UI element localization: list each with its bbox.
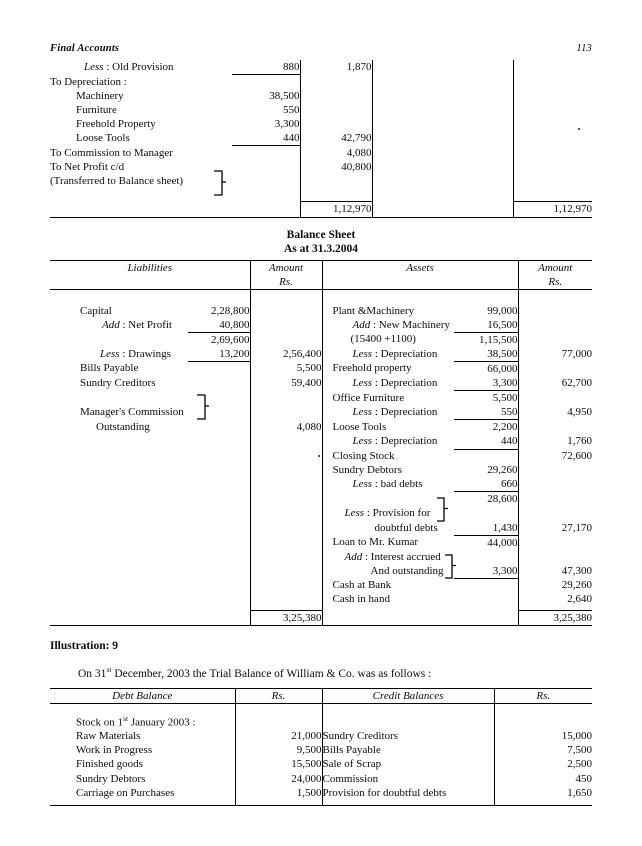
pl-label-8: (Transferred to Balance sheet) [50,174,184,187]
less-keyword: Less [84,61,104,73]
asset-label-1: : New Machinery [370,318,450,331]
tb-debit-amount-4: 24,000 [235,772,322,786]
doubtful-debts-brace-icon [436,497,449,522]
bs-total-right: 3,25,380 [518,611,592,626]
asset-inner-2: 1,15,500 [479,333,518,346]
table-row [50,592,592,606]
pl-total-left: 1,12,970 [300,202,372,217]
asset-outer-10: 72,600 [518,449,592,463]
table-row [50,564,592,579]
table-row [50,391,592,406]
pl-col3-1 [300,75,372,89]
liab-label-5: Sundry Creditors [80,377,156,390]
tb-debit-amount-0 [235,712,322,730]
header-debit: Debt Balance [50,689,235,704]
pl-rows [50,60,592,217]
table-row [50,174,592,188]
balance-sheet-title: Balance Sheet [286,229,356,241]
asset-outer-20: 2,640 [518,592,592,606]
tb-debit-0-sup: st [123,713,129,723]
asset-inner-6: 5,500 [492,392,518,405]
asset-inner-4: 66,000 [487,362,518,375]
table-row [50,188,592,202]
asset-inner-8: 2,200 [492,421,518,434]
asset-outer-9: 1,760 [518,434,592,449]
asset-label-20: Cash in hand [332,593,390,606]
tb-debit-4: Sundry Debtors [76,772,146,785]
pl-col2-3: 550 [232,103,300,117]
running-head [50,43,592,54]
asset-label-3: : Depreciation [372,347,438,360]
liab-outer-5: 59,400 [250,376,322,391]
less-keyword: Less [352,406,373,419]
asset-inner-16: 44,000 [487,536,518,549]
pl-label-3: Furniture [76,103,117,116]
pl-label-5: Loose Tools [76,131,130,144]
pl-label-4: Freehold Property [76,117,156,130]
intro-superscript: st [106,665,112,674]
asset-label-8: Loose Tools [332,420,387,433]
less-keyword: Less [352,377,373,390]
tb-credit-0 [322,712,494,730]
liab-label-1: : Net Profit [119,318,172,331]
table-row [50,578,592,592]
pl-label-1: To Depreciation : [50,75,127,88]
pl-col3-5: 42,790 [341,131,372,144]
balance-sheet-header-row [50,261,592,290]
table-row [50,60,592,75]
tb-debit-1: Raw Materials [76,730,141,743]
header-amount-right: Amount Rs. [518,261,592,290]
asset-label-17: : Interest accrued [362,550,441,563]
spacer-row [50,704,592,712]
pl-col2-0: 880 [232,60,300,75]
asset-inner-7: 550 [454,405,518,420]
table-row [50,506,592,520]
scan-speck [578,128,580,130]
table-row [50,146,592,160]
table-row [50,712,592,730]
tb-debit-amount-2: 9,500 [235,743,322,757]
table-row [50,743,592,757]
page-number: 113 [576,43,592,54]
balance-sheet-subtitle: As at 31.3.2004 [283,243,359,255]
asset-outer-5: 62,700 [518,376,592,391]
asset-outer-3: 77,000 [518,347,592,362]
illustration-intro [78,665,431,680]
pl-label-2: Machinery [76,89,124,102]
asset-label-14: : Provision for [364,507,431,520]
asset-label-5: : Depreciation [372,377,438,390]
asset-label-12: : bad debts [372,478,423,491]
liab-outer-8: 4,080 [250,420,322,435]
tb-debit-3: Finished goods [76,758,143,771]
tb-credit-amount-3: 2,500 [494,757,592,771]
asset-inner-13: 28,600 [487,493,518,506]
pl-col2-5: 440 [232,131,300,146]
managers-commission-brace-icon [196,394,210,420]
pl-col2-2: 38,500 [232,89,300,103]
tb-debit-amount-3: 15,500 [235,757,322,771]
table-row [50,772,592,786]
liab-label-8: Outstanding [96,420,150,433]
less-keyword: Less [344,507,365,520]
liab-label-0: Capital [80,304,112,317]
tb-debit-amount-5: 1,500 [235,786,322,800]
tb-credit-amount-2: 7,500 [494,743,592,757]
table-row [50,160,592,174]
table-row [50,131,592,146]
running-title: Final Accounts [50,43,120,54]
less-keyword: Less [352,435,373,448]
liab-outer-0 [250,304,322,318]
asset-label-6: Office Furniture [332,391,405,404]
asset-label-16: Loan to Mr. Kumar [332,536,419,549]
header-debit-amount: Rs. [235,689,322,704]
pl-col2-1 [232,75,300,89]
table-row [50,786,592,800]
asset-outer-7: 4,950 [518,405,592,420]
asset-label-18: And outstanding [370,564,444,577]
tb-debit-0-base: Stock on 1 [76,716,124,729]
bs-total-left: 3,25,380 [250,611,322,626]
table-row [50,550,592,564]
tb-credit-amount-1: 15,000 [494,729,592,743]
pl-label-6: To Commission to Manager [50,146,173,159]
asset-label-2: (15400 +1100) [350,333,416,346]
less-keyword: Less [100,347,120,360]
table-row [50,318,592,333]
scan-speck [318,455,320,457]
trial-balance-bottom-row [50,800,592,806]
header-amount-left: Amount Rs. [250,261,322,290]
pl-col2-4: 3,300 [232,117,300,131]
pl-col3-0: 1,870 [346,61,372,73]
asset-inner-3: 38,500 [454,347,518,362]
add-keyword: Add [352,318,371,331]
asset-label-9: : Depreciation [372,435,438,448]
asset-label-10: Closing Stock [332,450,395,463]
less-keyword: Less [352,478,373,491]
net-profit-brace-icon [213,170,227,196]
asset-inner-11: 29,260 [487,464,518,477]
profit-loss-table [50,60,592,218]
asset-label-19: Cash at Bank [332,579,392,592]
asset-inner-18: 3,300 [454,564,518,579]
asset-inner-1: 16,500 [454,318,518,333]
asset-outer-18: 47,300 [518,564,592,579]
intro-before: On 31 [78,667,107,680]
tb-debit-0-rest: January 2003 : [128,716,196,729]
pl-total-right: 1,12,970 [513,202,592,217]
header-credit: Credit Balances [322,689,494,704]
interest-accrued-brace-icon [444,554,457,579]
balance-sheet-table [50,260,592,626]
table-row [50,103,592,117]
pl-col3-6: 4,080 [346,146,372,159]
asset-outer-15: 27,170 [518,521,592,536]
intro-after: December, 2003 the Trial Balance of William & Co. was as follows : [111,667,432,680]
asset-outer-19: 29,260 [518,578,592,592]
table-row [50,757,592,771]
asset-label-15: doubtful debts [374,521,438,534]
table-row [50,304,592,318]
trial-balance-header-row [50,689,592,704]
tb-credit-2: Bills Payable [322,744,381,757]
liab-label-4: Bills Payable [80,362,139,375]
tb-debit-5: Carriage on Purchases [76,786,175,799]
illustration-heading: Illustration: 9 [50,640,119,652]
less-keyword: Less [352,347,373,360]
asset-inner-5: 3,300 [454,376,518,391]
table-row [50,477,592,492]
header-assets: Assets [322,261,518,290]
asset-label-0: Plant &Machinery [332,304,415,317]
pl-label-7: To Net Profit c/d [50,160,125,173]
trial-balance-table [50,688,592,806]
table-row [50,117,592,131]
table-row [50,729,592,743]
pl-col3-7: 40,800 [341,160,372,173]
balance-sheet-total-row [50,611,592,626]
spacer-row [50,290,592,304]
liab-label-7: Manager's Commission [80,406,184,419]
table-row [50,492,592,507]
pl-col5-0 [513,60,592,75]
add-keyword: Add [344,550,363,563]
liab-outer-3: 2,56,400 [250,347,322,362]
tb-credit-amount-0 [494,712,592,730]
liab-inner-3: 13,200 [188,347,250,362]
header-liabilities: Liabilities [50,261,250,290]
tb-credit-amount-5: 1,650 [494,786,592,800]
tb-debit-0 [50,712,235,730]
tb-credit-1: Sundry Creditors [322,730,398,743]
asset-label-11: Sundry Debtors [332,464,402,477]
asset-inner-15: 1,430 [454,521,518,536]
table-row [50,347,592,362]
table-row [50,376,592,391]
table-row [50,89,592,103]
liab-inner-0: 2,28,800 [211,304,250,317]
tb-debit-2: Work in Progress [76,744,153,757]
pl-label-0: : Old Provision [103,61,174,73]
table-row [50,332,592,347]
tb-credit-4: Commission [322,772,379,785]
liab-outer-4: 5,500 [250,361,322,376]
tb-credit-5: Provision for doubtful debts [322,786,447,799]
pl-total-row [50,202,592,217]
liab-inner-1: 40,800 [188,318,250,333]
header-credit-amount: Rs. [494,689,592,704]
table-row [50,405,592,420]
asset-inner-0: 99,000 [487,304,518,317]
asset-outer-0 [518,304,592,318]
liab-label-3: : Drawings [119,347,171,360]
asset-label-4: Freehold property [332,362,412,375]
tb-credit-3: Sale of Scrap [322,758,382,771]
asset-inner-12: 660 [454,477,518,492]
tb-debit-amount-1: 21,000 [235,729,322,743]
table-row [50,449,592,463]
tb-credit-amount-4: 450 [494,772,592,786]
table-row [50,361,592,376]
asset-label-7: : Depreciation [372,406,438,419]
table-row [50,463,592,477]
table-row [50,420,592,435]
table-row [50,521,592,536]
add-keyword: Add [102,318,120,331]
asset-inner-9: 440 [454,434,518,449]
liab-inner-2: 2,69,600 [211,333,250,346]
table-row [50,535,592,550]
table-row [50,434,592,449]
table-row [50,75,592,89]
